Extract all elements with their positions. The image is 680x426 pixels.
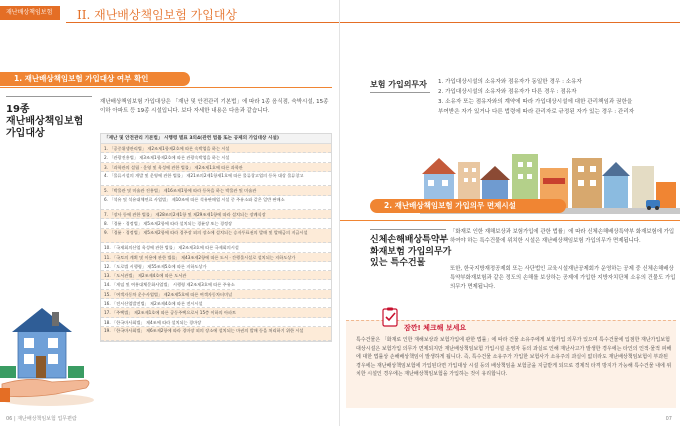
side-title bbox=[6, 104, 83, 140]
table-row: 4. 「물류시설의 개발 및 운영에 관한 법률」 제21조의2제1항제1호에 따른 물류창고업의 등록 대상 물류창고 bbox=[101, 172, 331, 187]
section-2-bar: 2. 재난배상책임보험 가입의무 면제시설 bbox=[370, 199, 566, 213]
table-row: 8. 「경륜 · 경정법」 제5조제2항에 따라 설치되는 경륜장 또는 경정장 bbox=[101, 219, 331, 228]
intro-paragraph: 재난배상책임보험 가입대상은 「재난 및 안전관리 기본법」에 따라 1종 음식점, 숙박시설, 15종 이하 아파트 등 19종 시설입니다. 보다 자세한 내용은 다음과 같습니다. bbox=[100, 99, 329, 114]
section-2-rule bbox=[340, 220, 680, 221]
section-1-bar: 1. 재난배상책임보험 가입대상 여부 확인 bbox=[0, 72, 190, 86]
table-row: 17. 「주택법」 제2조제1호에 따른 공동주택으로서 15층 이하의 아파트 bbox=[101, 308, 331, 317]
table-row: 5. 「박물관 및 미술관 진흥법」 제16조제1항에 따라 등록을 하는 박물관 및 미술관 bbox=[101, 186, 331, 195]
header-tab: 재난배상책임보험 bbox=[0, 6, 60, 20]
side-title-line: 있는 특수건물 bbox=[370, 258, 426, 268]
tip-text: 특수건물은 「화재로 인한 재해보상과 보험가입에 관한 법률」에 따라 건물 소유주에게 보험가입 의무가 있으며 특수건물에 입점한 재난가입보험 대상시설은 보험가입 의무가 면제되지만 재난배상책임보험 가입시설 운영자 등의 과실로 인해 재난사고가 발생한 경우에는 타인의 인적·물적 피해에 대한 법률상 손해배상책임이 발생하게 됩니다. 즉, 특수건물 소유주가 가입한 보험사가 소유주의 과실이 없더라도 재난배상책임보험이 부과된 경우에는 재난배상책임보험에 가입된다면 가입대상 시설 등의 배상책임을 보험금을 지급받게 되므로 경제적 타격 방지가 가능해 특수건물 내에 위치한 시설인 경우에는 재난배상책임보험을 가입하는 것이 유리합니다. bbox=[356, 337, 672, 378]
page-number: 07 bbox=[665, 416, 672, 422]
target-facilities-table bbox=[100, 133, 332, 342]
side-title-line: 재난배상책임보험 bbox=[6, 116, 84, 127]
table-row: 15. 「여객자동차 운수사업법」 제2조제5호에 따른 여객자동차터미널 bbox=[101, 290, 331, 299]
header-rule bbox=[66, 22, 340, 23]
exemption-paragraph-1: 「화재로 인한 재해보상과 보험가입에 관한 법률」에 따라 신체손해배상특약부 화재보험에 가입하여야 하는 특수건물에 위치한 시설은 재난배상책임보험 가입의무가 면제됩니다. bbox=[450, 229, 675, 244]
header-rule bbox=[340, 22, 680, 23]
duty-list bbox=[438, 77, 674, 117]
table-row: 19. 「한국마사회법」 제6조제2항에 따라 경마장 외의 장소에 설치되는 마권의 발매 등을 처리하기 위한 시설 bbox=[101, 327, 331, 342]
tip-title: 잠깐! 체크해 보세요 bbox=[404, 324, 467, 332]
table-row: 10. 「국제회의산업 육성에 관한 법률」 제2조제3호에 따른 국제회의시설 bbox=[101, 243, 331, 252]
list-item: 2. 가입대상시설의 소유자와 점유자가 다른 경우 : 점유자 bbox=[438, 89, 577, 95]
table-row: 2. 「관광진흥법」 제3조제1항제2호에 따른 관광숙박업을 하는 시설 bbox=[101, 153, 331, 162]
list-item: 부여받은 자가 있거나 다른 법령에 따라 관리자로 규정된 자가 있는 경우 : 관리자 bbox=[438, 109, 635, 115]
list-item: 3. 소유자 또는 점유자와의 계약에 따라 가입대상시설에 대한 관리책임과 권한을 bbox=[438, 99, 633, 105]
side-title-line: 화재보험 가입의무가 bbox=[370, 246, 452, 257]
table-row: 18. 「한국마사회법」 제4조에 따라 설치되는 경마장 bbox=[101, 318, 331, 327]
section-1-rule bbox=[0, 87, 332, 88]
side-title-line: 가입대상 bbox=[6, 128, 45, 139]
side-title-rule bbox=[6, 96, 92, 97]
table-row: 16. 「전시산업발전법」 제2조제4호에 따른 전시시설 bbox=[101, 299, 331, 308]
insurance-duty-heading: 보험 가입의무자 bbox=[370, 80, 427, 89]
house-in-hand-illustration bbox=[0, 300, 96, 410]
table-row: 6. 「석유 및 석유대체연료 사업법」 제10조에 따른 석유판매업 시설 중 주유소와 같은 일반 판매소 bbox=[101, 196, 331, 211]
table-row: 12. 「도로법 시행령」 제55조제5호에 따른 지하도상가 bbox=[101, 262, 331, 271]
table-header: 「재난 및 안전관리 기본법」 시행령 별표 3의4(관련 법률 또는 공제의 가입대상 시설) bbox=[101, 134, 331, 144]
exemption-paragraph-2: 또한, 한국지방재정공제회 또는 사단법인 교육시설재난공제회가 운영하는 공제 중 신체손해배상특약부화재보험과 같은 정도의 손해를 보상하는 공제에 가입한 지방자치단체 소유의 건물도 가입의무가 면제됩니다. bbox=[450, 266, 676, 290]
table-row: 9. 「경륜 · 경정법」 제5조제2항에 따라 경주장 외의 장소에 설치되는 승자투표권의 발매 및 발매금의 지급시설 bbox=[101, 229, 331, 244]
side-title-line: 신체손해배상특약부 bbox=[370, 235, 449, 245]
table-row: 11. 「국토의 계획 및 이용에 관한 법률」 제43조제2항에 따른 도서 · 간행물시설로 설치되는 지하도상가 bbox=[101, 253, 331, 262]
heading-rule bbox=[370, 92, 430, 93]
special-building-title bbox=[370, 235, 451, 270]
side-title-line: 19종 bbox=[6, 104, 30, 115]
table-row: 3. 「과학관의 설립 · 운영 및 육성에 관한 법률」 제2조제1호에 따른 과학관 bbox=[101, 163, 331, 172]
table-row: 13. 「도서관법」 제2조제4호에 따른 도서관 bbox=[101, 271, 331, 280]
page-title: II. 재난배상책임보험 가입대상 bbox=[77, 8, 238, 22]
side-title-rule bbox=[370, 229, 446, 230]
list-item: 1. 가입대상시설의 소유자와 점유자가 동일한 경우 : 소유자 bbox=[438, 79, 582, 85]
checklist-icon bbox=[380, 307, 400, 327]
table-row: 7. 「장사 등에 관한 법률」 제28조의2제1항 및 제29조제1항에 따라 설치되는 장례식장 bbox=[101, 210, 331, 219]
table-row: 14. 「게임 및 여흥대체문화사업법」 시행령 제2조제3호에 따른 주유소 bbox=[101, 280, 331, 289]
right-page bbox=[340, 0, 680, 426]
table-row: 1. 「공중위생관리법」 제2조제1항제2호에 따른 숙박업을 하는 시설 bbox=[101, 144, 331, 153]
page-footer: 06 | 재난배상책임보험 업무편람 bbox=[6, 416, 77, 422]
